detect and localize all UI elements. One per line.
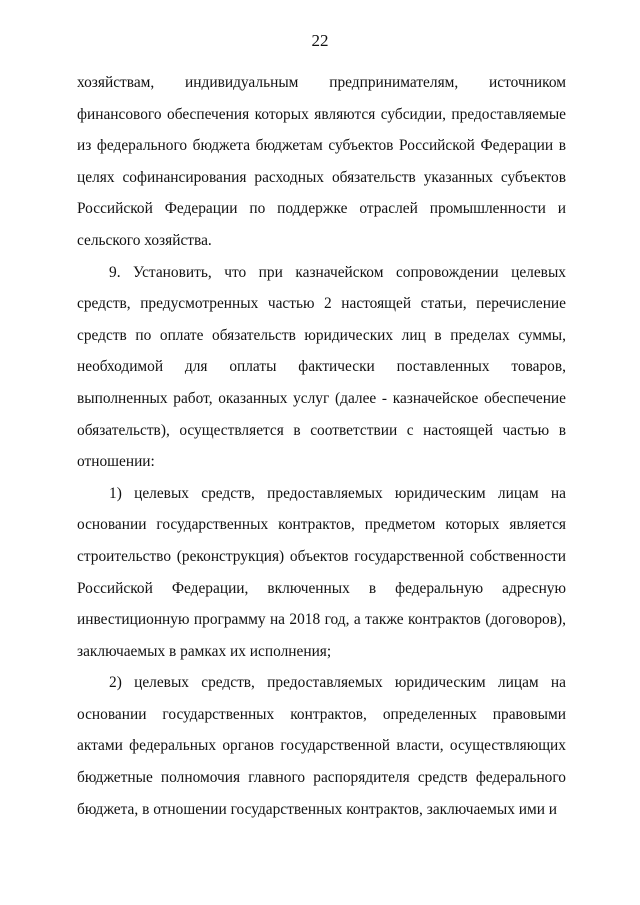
- document-body: [77, 67, 566, 825]
- paragraph-continuation: хозяйствам, индивидуальным предпринимателям, источником финансового обеспечения которых являются субсидии, предоставляемые из федерального бюджета бюджетам субъектов Российской Федерации в целях софинансирования расходных обязательств указанных субъектов Российской Федерации по поддержке отраслей промышленности и сельского хозяйства.: [77, 74, 566, 249]
- paragraph-item-9: 9. Установить, что при казначейском сопровождении целевых средств, предусмотренных частью 2 настоящей статьи, перечисление средств по оплате обязательств юридических лиц в пределах суммы, необходимой для оплаты фактически поставленных товаров, выполненных работ, оказанных услуг (далее - казначейское обеспечение обязательств), осуществляется в соответствии с настоящей частью в отношении:: [77, 263, 566, 471]
- page-number: 22: [311, 31, 329, 50]
- paragraph-subitem-2: 2) целевых средств, предоставляемых юридическим лицам на основании государственных контрактов, определенных правовыми актами федеральных органов государственной власти, осуществляющих бюджетные полномочия главного распорядителя средств федерального бюджета, в отношении государственных контрактов, заключаемых ими и: [77, 674, 566, 818]
- paragraph-subitem-1: 1) целевых средств, предоставляемых юридическим лицам на основании государственных контрактов, предметом которых является строительство (реконструкция) объектов государственной собственности Российской Федерации, включенных в федеральную адресную инвестиционную программу на 2018 год, а также контрактов (договоров), заключаемых в рамках их исполнения;: [77, 484, 566, 660]
